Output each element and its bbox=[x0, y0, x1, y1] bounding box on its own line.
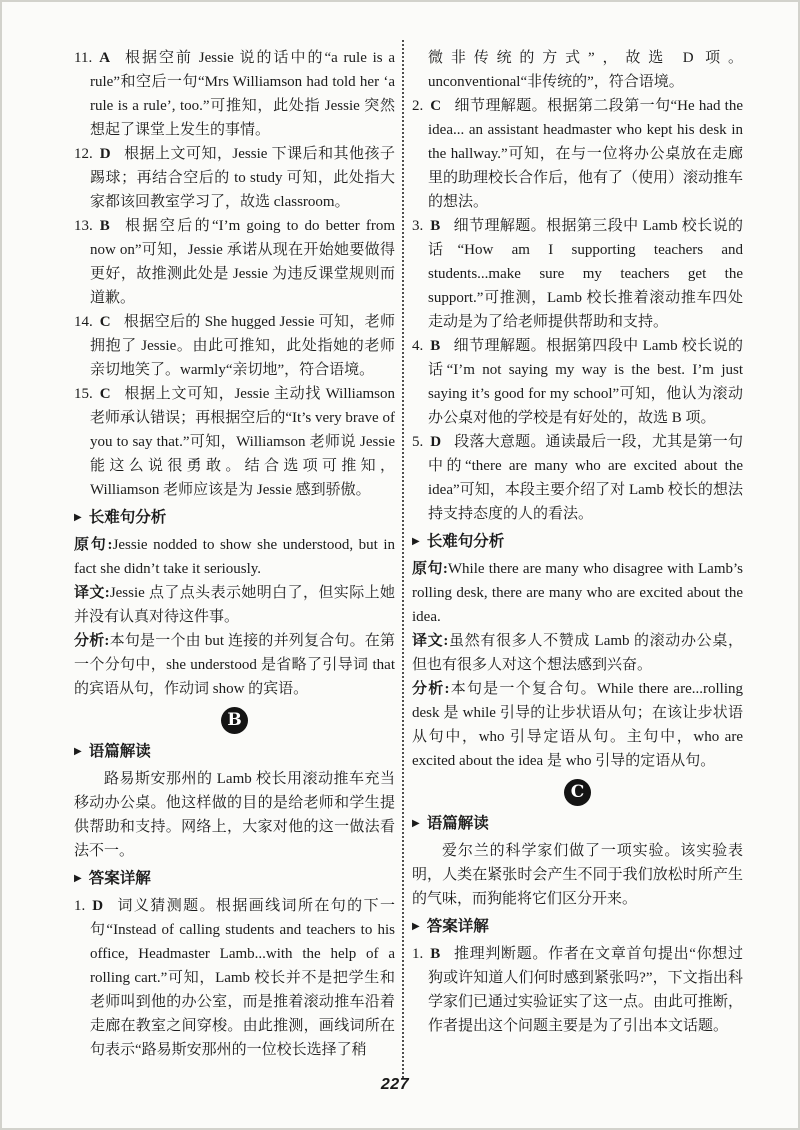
right-column bbox=[412, 46, 743, 1038]
answer-letter: C bbox=[99, 386, 111, 402]
left-column bbox=[74, 46, 395, 1062]
passage-header-label: 语篇解读 bbox=[426, 815, 489, 832]
answer-item bbox=[412, 214, 743, 334]
analysis-header-label: 长难句分析 bbox=[426, 533, 505, 550]
answer-letter: C bbox=[430, 98, 442, 114]
answer-letter: A bbox=[99, 50, 111, 66]
answer-item bbox=[74, 382, 395, 502]
sentence-analysis-label: 分析: bbox=[412, 681, 450, 697]
flag-icon: ▶ bbox=[412, 921, 420, 932]
answer-text: 根据上文可知，Jessie 下课后和其他孩子踢球；再结合空后的 to study 可知，此处指大家都该回教室学习了，故选 classroom。 bbox=[90, 146, 395, 210]
passage-summary: 爱尔兰的科学家们做了一项实验。该实验表明，人类在紧张时会产生不同于我们放松时所产生的气味，而狗能将它们区分开来。 bbox=[412, 843, 743, 907]
sentence-original bbox=[74, 533, 395, 581]
passage-header-label: 语篇解读 bbox=[88, 743, 151, 760]
sentence-analysis bbox=[74, 629, 395, 701]
answer-letter: C bbox=[99, 314, 111, 330]
answer-number: 5. bbox=[412, 434, 424, 450]
answer-item bbox=[412, 334, 743, 430]
flag-icon: ▶ bbox=[74, 873, 82, 884]
sentence-translation-label: 译文: bbox=[412, 633, 449, 649]
answer-item bbox=[74, 894, 395, 1062]
answers-section-header bbox=[74, 866, 395, 892]
section-letter-row bbox=[74, 707, 395, 734]
answer-number: 14. bbox=[74, 314, 93, 330]
answer-letter: B bbox=[99, 218, 110, 234]
flag-icon: ▶ bbox=[74, 512, 82, 523]
answer-item bbox=[412, 94, 743, 214]
answer-item bbox=[74, 214, 395, 310]
passage-summary: 路易斯安那州的 Lamb 校长用滚动推车充当移动办公桌。他这样做的目的是给老师和学生提供帮助和支持。网络上，大家对他的这一做法看法不一。 bbox=[74, 771, 395, 859]
answer-letter: B bbox=[430, 338, 441, 354]
answer-text: 细节理解题。根据第四段中 Lamb 校长说的话“I’m not saying my way is the best. I’m just saying it’s good for my school”可知，他认为滚动办公桌对他的学校是有好处的，故选 B 项。 bbox=[428, 338, 743, 426]
answer-number: 4. bbox=[412, 338, 424, 354]
answer-item bbox=[412, 942, 743, 1038]
answer-item bbox=[74, 142, 395, 214]
answer-text: 推理判断题。作者在文章首句提出“你想过狗或许知道人们何时感到紧张吗?”，下文指出科学家们已通过实验证实了这一点。由此可推断，作者提出这个问题主要是为了引出本文话题。 bbox=[428, 946, 744, 1034]
analysis-header-label: 长难句分析 bbox=[88, 509, 167, 526]
sentence-original bbox=[412, 557, 743, 629]
answer-letter: B bbox=[430, 946, 441, 962]
section-letter-row bbox=[412, 779, 743, 806]
sentence-original-text: Jessie nodded to show she understood, but in fact she didn’t take it seriously. bbox=[74, 537, 395, 577]
sentence-analysis bbox=[412, 677, 743, 773]
page-number: 227 bbox=[380, 1076, 410, 1093]
answers-section-header bbox=[412, 914, 743, 940]
sentence-original-label: 原句: bbox=[412, 561, 448, 577]
answer-text: 根据空前 Jessie 说的话中的“a rule is a rule”和空后一句“Mrs Williamson had told her ‘a rule is a rule’, too.”可推知，此处指 Jessie 突然想起了课堂上发生的事情。 bbox=[90, 50, 395, 138]
sentence-translation-text: 虽然有很多人不赞成 Lamb 的滚动办公桌，但也有很多人对这个想法感到兴奋。 bbox=[412, 633, 743, 673]
answer-text: 根据空后的“I’m going to do better from now on”可知，Jessie 承诺从现在开始她要做得更好，故推测此处是 Jessie 为违反课堂规则而道歉。 bbox=[90, 218, 395, 306]
answer-text: 段落大意题。通读最后一段，尤其是第一句中的“there are many who are excited about the idea”可知，本段主要介绍了对 Lamb 校长的想法持支持态度的人的看法。 bbox=[428, 434, 743, 522]
answers-header-label: 答案详解 bbox=[426, 918, 489, 935]
answer-number: 1. bbox=[74, 898, 86, 914]
passage-section-header bbox=[74, 739, 395, 765]
sentence-translation-label: 译文: bbox=[74, 585, 110, 601]
answer-text: 词义猜测题。根据画线词所在句的下一句“Instead of calling students and teachers to his office, Headmaster Lamb...with the help of a rolling cart.”可知，Lamb 校长并不是把学生和老师叫到他的办公室，而是推着滚动推车沿着走廊在教室之间穿梭。由此推测，画线词所在句表示“路易斯安那州的一位校长选择了稍 bbox=[90, 898, 395, 1058]
sentence-translation-text: Jessie 点了点头表示她明白了，但实际上她并没有认真对待这件事。 bbox=[74, 585, 396, 625]
sentence-original-text: While there are many who disagree with Lamb’s rolling desk, there are many who are excited about the idea. bbox=[412, 561, 743, 625]
answer-number: 12. bbox=[74, 146, 93, 162]
answer-text: 细节理解题。根据第三段中 Lamb 校长说的话“How am I supporting teachers and students...make sure my teachers get the support.”可推测，Lamb 校长推着滚动推车四处走动是为了给老师提供帮助和支持。 bbox=[428, 218, 743, 330]
analysis-section-header bbox=[74, 505, 395, 531]
flag-icon: ▶ bbox=[412, 536, 420, 547]
answer-number: 13. bbox=[74, 218, 93, 234]
answer-letter: D bbox=[430, 434, 442, 450]
answer-item bbox=[74, 310, 395, 382]
answer-item bbox=[74, 46, 395, 142]
answer-letter: D bbox=[99, 146, 111, 162]
sentence-analysis-label: 分析: bbox=[74, 633, 110, 649]
sentence-translation bbox=[412, 629, 743, 677]
answer-text: 细节理解题。根据第二段第一句“He had the idea... an assistant headmaster who kept his desk in the hallway.”可知，在与一位将办公桌放在走廊里的助理校长合作后，他有了（使用）滚动推车的想法。 bbox=[428, 98, 744, 210]
answer-letter: B bbox=[430, 218, 441, 234]
sentence-original-label: 原句: bbox=[74, 537, 113, 553]
answer-number: 3. bbox=[412, 218, 424, 234]
sentence-analysis-text: 本句是一个复合句。While there are...rolling desk 是 while 引导的让步状语从句；在该让步状语从句中，who 引导定语从句。主句中，who are excited about the idea 是 who 引导的定语从句。 bbox=[412, 681, 743, 769]
passage-section-header bbox=[412, 811, 743, 837]
answer-number: 11. bbox=[74, 50, 93, 66]
sentence-translation bbox=[74, 581, 395, 629]
answer-item bbox=[412, 430, 743, 526]
answer-text-continuation: 微非传统的方式”，故选 D 项。unconventional“非传统的”，符合语境。 bbox=[428, 50, 743, 90]
answer-number: 2. bbox=[412, 98, 424, 114]
flag-icon: ▶ bbox=[74, 746, 82, 757]
answer-text: 根据空后的 She hugged Jessie 可知，老师拥抱了 Jessie。由此可推知，此处指她的老师亲切地笑了。warmly“亲切地”，符合语境。 bbox=[90, 314, 395, 378]
sentence-analysis-text: 本句是一个由 but 连接的并列复合句。在第一个分句中，she understood 是省略了引导词 that 的宾语从句，作动词 show 的宾语。 bbox=[74, 633, 396, 697]
flag-icon: ▶ bbox=[412, 818, 420, 829]
section-letter-badge: C bbox=[564, 779, 591, 806]
analysis-section-header bbox=[412, 529, 743, 555]
answer-number: 1. bbox=[412, 946, 424, 962]
answer-text: 根据上文可知，Jessie 主动找 Williamson 老师承认错误；再根据空后的“It’s very brave of you to say that.”可知，Williamson 老师说 Jessie 能这么说很勇敢。结合选项可推知，Williamson 老师应该是为 Jessie 感到骄傲。 bbox=[90, 386, 395, 498]
column-divider bbox=[402, 40, 404, 1078]
answers-header-label: 答案详解 bbox=[88, 870, 151, 887]
answer-number: 15. bbox=[74, 386, 93, 402]
section-letter-badge: B bbox=[221, 707, 248, 734]
answer-letter: D bbox=[92, 898, 104, 914]
